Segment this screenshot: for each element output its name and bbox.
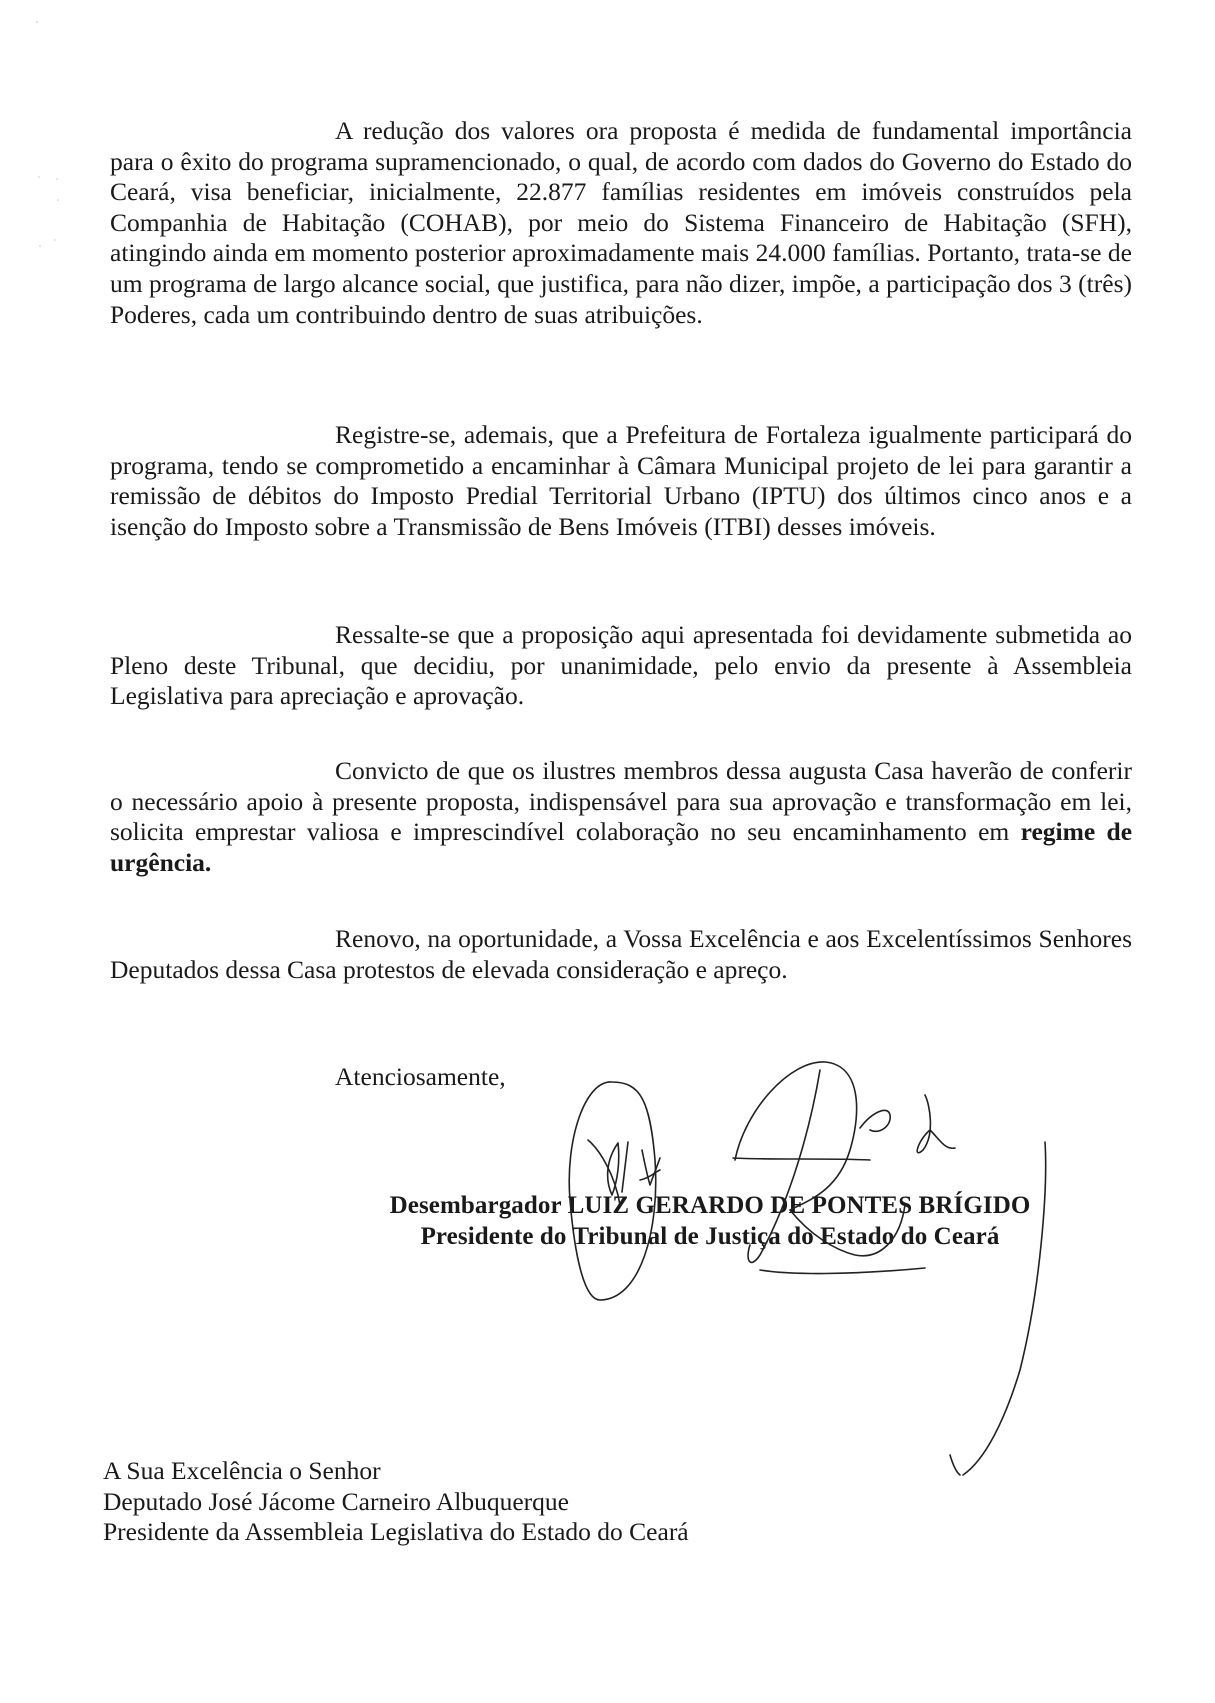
addressee-title: Presidente da Assembleia Legislativa do Estado do Ceará	[103, 1517, 689, 1546]
scan-specks	[0, 0, 80, 260]
signer-title: Presidente do Tribunal de Justiça do Estado do Ceará	[420, 1223, 1000, 1250]
signer-name: Desembargador LUIZ GERARDO DE PONTES BRÍGIDO	[389, 1192, 1031, 1219]
addressee-name: Deputado José Jácome Carneiro Albuquerque	[103, 1486, 569, 1516]
addressee-block	[103, 1456, 689, 1548]
paragraph-urgency-request	[110, 756, 1132, 878]
paragraph-prefeitura: Registre-se, ademais, que a Prefeitura de Fortaleza igualmente participará do programa, tendo se comprometido a encaminhar à Câmara Municipal projeto de lei para garantir a remissão de débitos do Imposto Predial Territorial Urbano (IPTU) dos últimos cinco anos e a isenção do Imposto sobre a Transmissão de Bens Imóveis (ITBI) desses imóveis.	[110, 420, 1132, 541]
paragraph-pleno: Ressalte-se que a proposição aqui apresentada foi devidamente submetida ao Pleno deste Tribunal, que decidiu, por unanimidade, pelo envio da presente à Assembleia Legislativa para apreciação e aprovação.	[110, 620, 1132, 711]
urgency-emphasis: regime de urgência.	[110, 817, 1133, 877]
addressee-salutation: A Sua Excelência o Senhor	[103, 1456, 381, 1485]
paragraph-renewal: Renovo, na oportunidade, a Vossa Excelência e aos Excelentíssimos Senhores Deputados dessa Casa protestos de elevada consideração e apreço.	[110, 924, 1132, 984]
urgency-request-text: Convicto de que os ilustres membros dessa augusta Casa haverão de conferir o necessário apoio à presente proposta, indispensável para sua aprovação e transformação em lei, solicita emprestar valiosa e imprescindível colaboração no seu encaminhamento em	[110, 756, 1132, 847]
closing-salutation: Atenciosamente,	[335, 1062, 506, 1091]
paragraph-program-importance: A redução dos valores ora proposta é medida de fundamental importância para o êxito do programa supramencionado, o qual, de acordo com dados do Governo do Estado do Ceará, visa beneficiar, inicialmente, 22.877 famílias residentes em imóveis construídos pela Companhia de Habitação (COHAB), por meio do Sistema Financeiro de Habitação (SFH), atingindo ainda em momento posterior aproximadamente mais 24.000 famílias. Portanto, trata-se de um programa de largo alcance social, que justifica, para não dizer, impõe, a participação dos 3 (três) Poderes, cada um contribuindo dentro de suas atribuições.	[110, 116, 1132, 329]
